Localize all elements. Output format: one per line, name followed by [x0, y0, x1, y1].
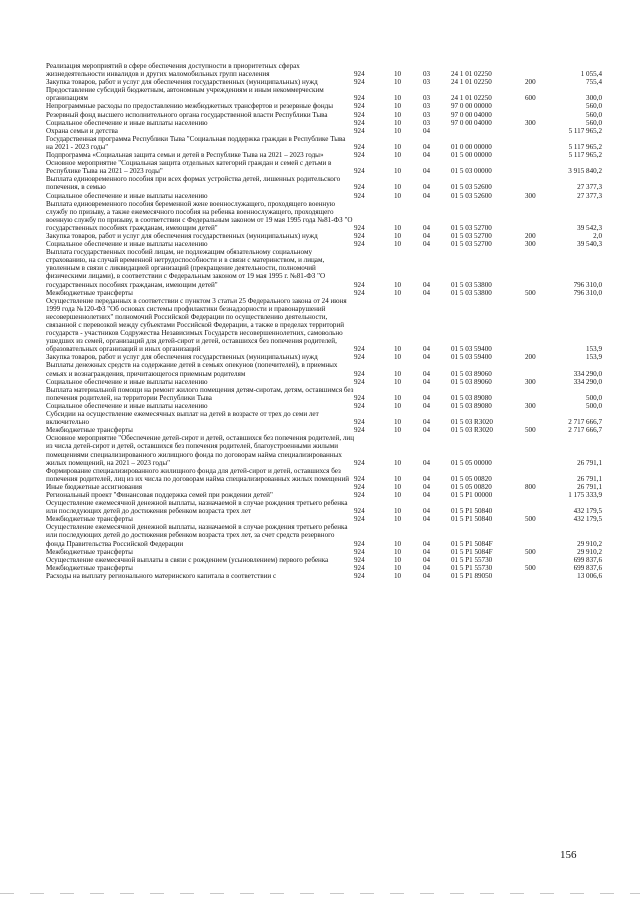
section-code-cell: 10: [394, 102, 402, 111]
row-name-cell: Выплата единовременного пособия при всех формах устройства детей, лишенных родительского попечения, в семью: [46, 175, 341, 192]
subsection-code-cell: 04: [423, 288, 431, 297]
row-name-cell: Предоставление субсидий бюджетным, автономным учреждениям и иным некоммерческим организациям: [46, 86, 324, 103]
ministry-code-cell: 924: [354, 167, 365, 176]
section-code-cell: 10: [394, 418, 402, 427]
expense-type-cell: [525, 175, 558, 191]
subsection-code-cell: 04: [423, 369, 431, 378]
table-row: [46, 78, 602, 86]
target-article-cell: 97 0 00 04000: [451, 110, 492, 119]
section-code-cell: 10: [394, 555, 402, 564]
target-article-cell: 01 0 00 00000: [451, 142, 492, 151]
expense-type-cell: [525, 556, 558, 564]
row-name-cell: Выплаты денежных средств на содержание детей в семьях опекунов (попечителей), в приемных семьях и вознаграждения, причитающегося приемным родителям: [46, 361, 338, 378]
table-row: [46, 248, 602, 288]
amount-cell: 432 179,5: [573, 507, 602, 516]
row-name-cell: Основное мероприятие "Обеспечение детей-сирот и детей, оставшихся без попечения родителей, лиц из числа детей-сирот и детей, оставшихся без попечения родителей, благоустроенными жилыми помещениями специализированного жилищного фонда по договорам найма специализированных жилых помещений, на 2021 – 2023 годы": [46, 434, 355, 467]
row-name-cell: Охрана семьи и детства: [46, 126, 118, 135]
amount-cell: 334 290,0: [573, 369, 602, 378]
subsection-code-cell: 03: [423, 102, 431, 111]
section-code-cell: 10: [394, 167, 402, 176]
budget-table-body: [46, 62, 602, 580]
section-code-cell: 10: [394, 240, 402, 249]
amount-cell: 26 791,1: [577, 474, 602, 483]
target-article-cell: 01 5 P1 5084F: [451, 539, 493, 548]
amount-cell: 334 290,0: [573, 377, 602, 386]
expense-type-cell: 600: [525, 94, 536, 103]
row-name-cell: Реализация мероприятий в сфере обеспечения доступности в приоритетных сферах жизнедеятельности инвалидов и других маломобильных групп населения: [46, 62, 300, 79]
subsection-code-cell: 04: [423, 490, 431, 499]
subsection-code-cell: 04: [423, 571, 431, 580]
amount-cell: 39 542,3: [577, 223, 602, 232]
row-name-cell: Межбюджетные трансферты: [46, 426, 133, 435]
subsection-code-cell: 04: [423, 539, 431, 548]
subsection-code-cell: 04: [423, 345, 431, 354]
row-name-cell: Межбюджетные трансферты: [46, 547, 133, 556]
table-row: [46, 386, 602, 402]
section-code-cell: 10: [394, 563, 402, 572]
expense-type-cell: [525, 434, 558, 466]
ministry-code-cell: 924: [354, 490, 365, 499]
scan-edge-divider: [0, 893, 640, 894]
ministry-code-cell: 924: [354, 555, 365, 564]
ministry-code-cell: 924: [354, 183, 365, 192]
expense-type-cell: [525, 102, 558, 110]
target-article-cell: 01 5 05 00000: [451, 458, 492, 467]
ministry-code-cell: 924: [354, 401, 365, 410]
target-article-cell: 01 5 05 00820: [451, 482, 492, 491]
amount-cell: 29 910,2: [577, 547, 602, 556]
ministry-code-cell: 924: [354, 288, 365, 297]
subsection-code-cell: 04: [423, 482, 431, 491]
target-article-cell: 01 5 03 59400: [451, 353, 492, 362]
target-article-cell: 01 5 03 R3020: [451, 418, 493, 427]
section-code-cell: 10: [394, 183, 402, 192]
table-row: [46, 240, 602, 248]
section-code-cell: 10: [394, 353, 402, 362]
section-code-cell: 10: [394, 78, 402, 87]
ministry-code-cell: 924: [354, 151, 365, 160]
subsection-code-cell: 04: [423, 377, 431, 386]
budget-table: [46, 62, 602, 580]
subsection-code-cell: 04: [423, 418, 431, 427]
target-article-cell: 01 5 03 89080: [451, 401, 492, 410]
subsection-code-cell: 04: [423, 191, 431, 200]
amount-cell: 2 717 666,7: [568, 426, 602, 435]
subsection-code-cell: 04: [423, 555, 431, 564]
ministry-code-cell: 924: [354, 547, 365, 556]
target-article-cell: 01 5 03 52700: [451, 223, 492, 232]
subsection-code-cell: 04: [423, 142, 431, 151]
ministry-code-cell: 924: [354, 126, 365, 135]
subsection-code-cell: 04: [423, 563, 431, 572]
table-row: [46, 378, 602, 386]
table-row: [46, 515, 602, 523]
ministry-code-cell: 924: [354, 70, 365, 79]
expense-type-cell: 200: [525, 353, 536, 362]
target-article-cell: 01 5 03 59400: [451, 345, 492, 354]
expense-type-cell: [525, 135, 558, 151]
table-row: [46, 159, 602, 175]
table-row: [46, 135, 602, 151]
ministry-code-cell: 924: [354, 78, 365, 87]
expense-type-cell: [525, 491, 558, 499]
section-code-cell: 10: [394, 507, 402, 516]
table-row: [46, 467, 602, 483]
subsection-code-cell: 03: [423, 118, 431, 127]
target-article-cell: 01 5 03 R3020: [451, 426, 493, 435]
page-number: 156: [560, 849, 577, 861]
ministry-code-cell: 924: [354, 377, 365, 386]
amount-cell: 500,0: [586, 393, 602, 402]
row-name-cell: Подпрограмма «Социальная защита семьи и детей в Республике Тыва на 2021 – 2023 годы»: [46, 151, 324, 160]
section-code-cell: 10: [394, 515, 402, 524]
expense-type-cell: 500: [525, 563, 536, 572]
subsection-code-cell: 04: [423, 458, 431, 467]
target-article-cell: 24 1 01 02250: [451, 94, 492, 103]
ministry-code-cell: 924: [354, 418, 365, 427]
ministry-code-cell: 924: [354, 515, 365, 524]
expense-type-cell: 300: [525, 377, 536, 386]
section-code-cell: 10: [394, 482, 402, 491]
expense-type-cell: [525, 127, 558, 135]
ministry-code-cell: 924: [354, 231, 365, 240]
subsection-code-cell: 04: [423, 151, 431, 160]
table-row: [46, 410, 602, 426]
amount-cell: 300,0: [586, 94, 602, 103]
amount-cell: 796 310,0: [573, 288, 602, 297]
subsection-code-cell: 04: [423, 167, 431, 176]
ministry-code-cell: 924: [354, 94, 365, 103]
amount-cell: 153,9: [586, 353, 602, 362]
target-article-cell: 24 1 01 02250: [451, 70, 492, 79]
ministry-code-cell: 924: [354, 369, 365, 378]
amount-cell: 26 791,1: [577, 458, 602, 467]
table-row: [46, 491, 602, 499]
amount-cell: 153,9: [586, 345, 602, 354]
amount-cell: 39 540,3: [577, 240, 602, 249]
subsection-code-cell: 04: [423, 426, 431, 435]
row-name-cell: Государственная программа Республики Тыва "Социальная поддержка граждан в Республике Тыва на 2021 - 2023 годы": [46, 134, 346, 151]
target-article-cell: 01 5 03 00000: [451, 167, 492, 176]
table-row: [46, 62, 602, 78]
table-row: [46, 175, 602, 191]
row-name-cell: Непрограммные расходы по предоставлению межбюджетных трансфертов и резервные фонды: [46, 102, 334, 111]
ministry-code-cell: 924: [354, 393, 365, 402]
table-row: [46, 353, 602, 361]
ministry-code-cell: 924: [354, 353, 365, 362]
amount-cell: 699 837,6: [573, 555, 602, 564]
table-row: [46, 200, 602, 232]
target-article-cell: 01 5 03 53800: [451, 288, 492, 297]
target-article-cell: 01 5 03 52600: [451, 183, 492, 192]
ministry-code-cell: 924: [354, 426, 365, 435]
expense-type-cell: 200: [525, 78, 536, 87]
amount-cell: 560,0: [586, 110, 602, 119]
table-row: [46, 556, 602, 564]
row-name-cell: Социальное обеспечение и иные выплаты населению: [46, 118, 208, 127]
table-row: [46, 192, 602, 200]
table-row: [46, 402, 602, 410]
ministry-code-cell: 924: [354, 191, 365, 200]
target-article-cell: 01 5 03 52700: [451, 231, 492, 240]
row-name-cell: Межбюджетные трансферты: [46, 515, 133, 524]
table-row: [46, 289, 602, 297]
target-article-cell: [451, 127, 525, 135]
subsection-code-cell: 04: [423, 401, 431, 410]
ministry-code-cell: 924: [354, 345, 365, 354]
ministry-code-cell: 924: [354, 482, 365, 491]
expense-type-cell: [525, 62, 558, 78]
row-name-cell: Выплата государственных пособий лицам, не подлежащим обязательному социальному страхованию, на случай временной нетрудоспособности и в связи с материнством, и лицам, уволенным в связи с ликвидацией организаций (прекращение деятельности, полномочий физическими лицами), в соответствии с Федеральным законом от 19 мая 1995 г. №81-ФЗ "О государственных пособиях гражданам, имеющим детей": [46, 248, 326, 289]
section-code-cell: 10: [394, 393, 402, 402]
row-name-cell: Осуществление ежемесячной выплаты в связи с рождением (усыновлением) первого ребенка: [46, 555, 329, 564]
section-code-cell: 10: [394, 369, 402, 378]
section-code-cell: 10: [394, 191, 402, 200]
table-row: [46, 523, 602, 547]
subsection-code-cell: 04: [423, 507, 431, 516]
subsection-code-cell: 04: [423, 223, 431, 232]
section-code-cell: 10: [394, 426, 402, 435]
table-row: [46, 86, 602, 102]
section-code-cell: 10: [394, 547, 402, 556]
amount-cell: 500,0: [586, 401, 602, 410]
subsection-code-cell: 03: [423, 78, 431, 87]
section-code-cell: 10: [394, 539, 402, 548]
table-row: [46, 426, 602, 434]
target-article-cell: 97 0 00 00000: [451, 102, 492, 111]
section-code-cell: 10: [394, 490, 402, 499]
target-article-cell: 01 5 P1 55730: [451, 563, 493, 572]
section-code-cell: 10: [394, 280, 402, 289]
target-article-cell: 01 5 03 89060: [451, 369, 492, 378]
amount-cell: 27 377,3: [577, 191, 602, 200]
subsection-code-cell: 04: [423, 474, 431, 483]
row-name-cell: Выплата материальной помощи на ремонт жилого помещения детям-сиротам, детям, оставшимся без попечения родителей, на территории Республики Тыва: [46, 385, 354, 402]
expense-type-cell: 200: [525, 231, 536, 240]
row-name-cell: Осуществление переданных в соответствии с пунктом 3 статьи 25 Федерального закона от 24 июня 1999 года №120-ФЗ "Об основах системы профилактики безнадзорности и правонарушений несовершеннолетних" полномочий Российской Федерации по осуществлению деятельности, связанной с перевозкой между субъектами Российской Федерации, а также в пределах территорий государств - участников Содружества Независимых Государств несовершеннолетних, самовольно ушедших из семей, организаций для детей-сирот и детей, оставшихся без попечения родителей, образовательных организаций и иных организаций: [46, 296, 347, 354]
row-name-cell: Выплата единовременного пособия беременной жене военнослужащего, проходящего военную службу по призыву, а также ежемесячного пособия на ребенка военнослужащего, проходящего военную службу по призыву, в соответствии с Федеральным законом от 19 мая 1995 года №81-ФЗ "О государственных пособиях гражданам, имеющим детей": [46, 199, 353, 232]
ministry-code-cell: 924: [354, 474, 365, 483]
target-article-cell: 01 5 P1 50840: [451, 507, 493, 516]
expense-type-cell: [525, 386, 558, 402]
expense-type-cell: [525, 467, 558, 483]
row-name-cell: Социальное обеспечение и иные выплаты населению: [46, 377, 208, 386]
section-code-cell: 10: [394, 377, 402, 386]
amount-cell: 432 179,5: [573, 515, 602, 524]
target-article-cell: 01 5 P1 00000: [451, 490, 493, 499]
section-code-cell: 10: [394, 70, 402, 79]
expense-type-cell: [525, 200, 558, 232]
target-article-cell: 01 5 03 89080: [451, 393, 492, 402]
row-name-cell: Субсидии на осуществление ежемесячных выплат на детей в возрасте от трех до семи лет включительно: [46, 410, 319, 427]
row-name-cell: Межбюджетные трансферты: [46, 288, 133, 297]
row-name-cell: Расходы на выплату регионального материнского капитала в соответствии с: [46, 571, 277, 580]
expense-type-cell: 300: [525, 401, 536, 410]
subsection-code-cell: 04: [423, 515, 431, 524]
target-article-cell: 01 5 P1 5084F: [451, 547, 493, 556]
section-code-cell: 10: [394, 474, 402, 483]
ministry-code-cell: 924: [354, 102, 365, 111]
target-article-cell: 01 5 00 00000: [451, 151, 492, 160]
table-row: [46, 297, 602, 354]
amount-cell: 755,4: [586, 78, 602, 87]
target-article-cell: 01 5 03 52700: [451, 240, 492, 249]
ministry-code-cell: 924: [354, 110, 365, 119]
amount-cell: 13 006,6: [577, 571, 602, 580]
expense-type-cell: 300: [525, 240, 536, 249]
table-row: [46, 564, 602, 572]
row-name-cell: Осуществление ежемесячной денежной выплаты, назначаемой в случае рождения третьего ребенка или последующих детей до достижения ребенком возраста трех лет: [46, 499, 348, 516]
expense-type-cell: [525, 111, 558, 119]
ministry-code-cell: 924: [354, 539, 365, 548]
row-name-cell: Социальное обеспечение и иные выплаты населению: [46, 191, 208, 200]
row-name-cell: Закупка товаров, работ и услуг для обеспечения государственных (муниципальных) нужд: [46, 353, 318, 362]
ministry-code-cell: 924: [354, 280, 365, 289]
ministry-code-cell: 924: [354, 223, 365, 232]
table-row: [46, 111, 602, 119]
subsection-code-cell: 04: [423, 231, 431, 240]
subsection-code-cell: 04: [423, 183, 431, 192]
row-name-cell: Региональный проект "Финансовая поддержка семей при рождении детей": [46, 490, 273, 499]
subsection-code-cell: 04: [423, 126, 431, 135]
section-code-cell: 10: [394, 223, 402, 232]
subsection-code-cell: 03: [423, 110, 431, 119]
table-row: [46, 483, 602, 491]
section-code-cell: 10: [394, 126, 402, 135]
subsection-code-cell: 04: [423, 547, 431, 556]
section-code-cell: 10: [394, 118, 402, 127]
expense-type-cell: 300: [525, 118, 536, 127]
expense-type-cell: 500: [525, 515, 536, 524]
amount-cell: 560,0: [586, 118, 602, 127]
amount-cell: 2 717 666,7: [568, 418, 602, 427]
row-name-cell: Основное мероприятие "Социальная защита отдельных категорий граждан и семей с детьми в Республике Тыва на 2021 – 2023 годы": [46, 159, 332, 176]
row-name-cell: Закупка товаров, работ и услуг для обеспечения государственных (муниципальных) нужд: [46, 78, 318, 87]
table-row: [46, 434, 602, 466]
amount-cell: 796 310,0: [573, 280, 602, 289]
row-name-cell: Социальное обеспечение и иные выплаты населению: [46, 240, 208, 249]
expense-type-cell: [525, 248, 558, 288]
target-article-cell: 01 5 P1 89050: [451, 571, 493, 580]
section-code-cell: 10: [394, 151, 402, 160]
row-name-cell: Формирование специализированного жилищного фонда для детей-сирот и детей, оставшихся без попечения родителей, лиц из их числа по договорам найма специализированных жилых помещений: [46, 466, 350, 483]
ministry-code-cell: 924: [354, 571, 365, 580]
section-code-cell: 10: [394, 94, 402, 103]
expense-type-cell: [525, 572, 558, 580]
target-article-cell: 24 1 01 02250: [451, 78, 492, 87]
amount-cell: 5 117 965,2: [568, 126, 602, 135]
amount-cell: 27 377,3: [577, 183, 602, 192]
target-article-cell: 01 5 03 89060: [451, 377, 492, 386]
row-name-cell: Закупка товаров, работ и услуг для обеспечения государственных (муниципальных) нужд: [46, 231, 318, 240]
amount-cell: 3 915 840,2: [568, 167, 602, 176]
section-code-cell: 10: [394, 231, 402, 240]
expense-type-cell: 500: [525, 426, 536, 435]
expense-type-cell: 500: [525, 547, 536, 556]
amount-cell: 1 175 333,9: [568, 490, 602, 499]
subsection-code-cell: 04: [423, 393, 431, 402]
amount-cell: 2,0: [593, 231, 602, 240]
expense-type-cell: [525, 159, 558, 175]
ministry-code-cell: 924: [354, 458, 365, 467]
expense-type-cell: 500: [525, 288, 536, 297]
table-row: [46, 361, 602, 377]
table-row: [46, 151, 602, 159]
amount-cell: 1 055,4: [580, 70, 602, 79]
expense-type-cell: [525, 410, 558, 426]
section-code-cell: 10: [394, 458, 402, 467]
ministry-code-cell: 924: [354, 118, 365, 127]
amount-cell: 26 791,1: [577, 482, 602, 491]
amount-cell: 560,0: [586, 102, 602, 111]
amount-cell: 699 837,6: [573, 563, 602, 572]
section-code-cell: 10: [394, 288, 402, 297]
table-row: [46, 119, 602, 127]
target-article-cell: 01 5 P1 50840: [451, 515, 493, 524]
row-name-cell: Социальное обеспечение и иные выплаты населению: [46, 401, 208, 410]
subsection-code-cell: 04: [423, 353, 431, 362]
table-row: [46, 572, 602, 580]
ministry-code-cell: 924: [354, 240, 365, 249]
subsection-code-cell: 04: [423, 240, 431, 249]
ministry-code-cell: 924: [354, 507, 365, 516]
row-name-cell: Резервный фонд высшего исполнительного органа государственной власти Республики Тыва: [46, 110, 328, 119]
section-code-cell: 10: [394, 401, 402, 410]
ministry-code-cell: 924: [354, 563, 365, 572]
amount-cell: 5 117 965,2: [568, 142, 602, 151]
table-row: [46, 102, 602, 110]
target-article-cell: 01 5 03 53800: [451, 280, 492, 289]
subsection-code-cell: 03: [423, 94, 431, 103]
expense-type-cell: 300: [525, 191, 536, 200]
row-name-cell: Межбюджетные трансферты: [46, 563, 133, 572]
expense-type-cell: [525, 523, 558, 547]
target-article-cell: 97 0 00 04000: [451, 118, 492, 127]
target-article-cell: 01 5 05 00820: [451, 474, 492, 483]
ministry-code-cell: 924: [354, 142, 365, 151]
expense-type-cell: [525, 151, 558, 159]
section-code-cell: 10: [394, 345, 402, 354]
expense-type-cell: [525, 499, 558, 515]
expense-type-cell: [525, 361, 558, 377]
target-article-cell: 01 5 03 52600: [451, 191, 492, 200]
table-row: [46, 548, 602, 556]
expense-type-cell: 800: [525, 482, 536, 491]
amount-cell: 5 117 965,2: [568, 151, 602, 160]
section-code-cell: 10: [394, 142, 402, 151]
subsection-code-cell: 03: [423, 70, 431, 79]
row-name-cell: Иные бюджетные ассигнования: [46, 482, 143, 491]
row-name-cell: Осуществление ежемесячной денежной выплаты, назначаемой в случае рождения третьего ребенка или последующих детей до достижения ребенком возраста трех лет, за счет средств резервного фонда Правительства Российской Федерации: [46, 523, 348, 548]
section-code-cell: 10: [394, 110, 402, 119]
table-row: [46, 232, 602, 240]
table-row: [46, 127, 602, 135]
target-article-cell: 01 5 P1 55730: [451, 555, 493, 564]
expense-type-cell: [525, 297, 558, 354]
amount-cell: 29 910,2: [577, 539, 602, 548]
section-code-cell: 10: [394, 571, 402, 580]
subsection-code-cell: 04: [423, 280, 431, 289]
table-row: [46, 499, 602, 515]
